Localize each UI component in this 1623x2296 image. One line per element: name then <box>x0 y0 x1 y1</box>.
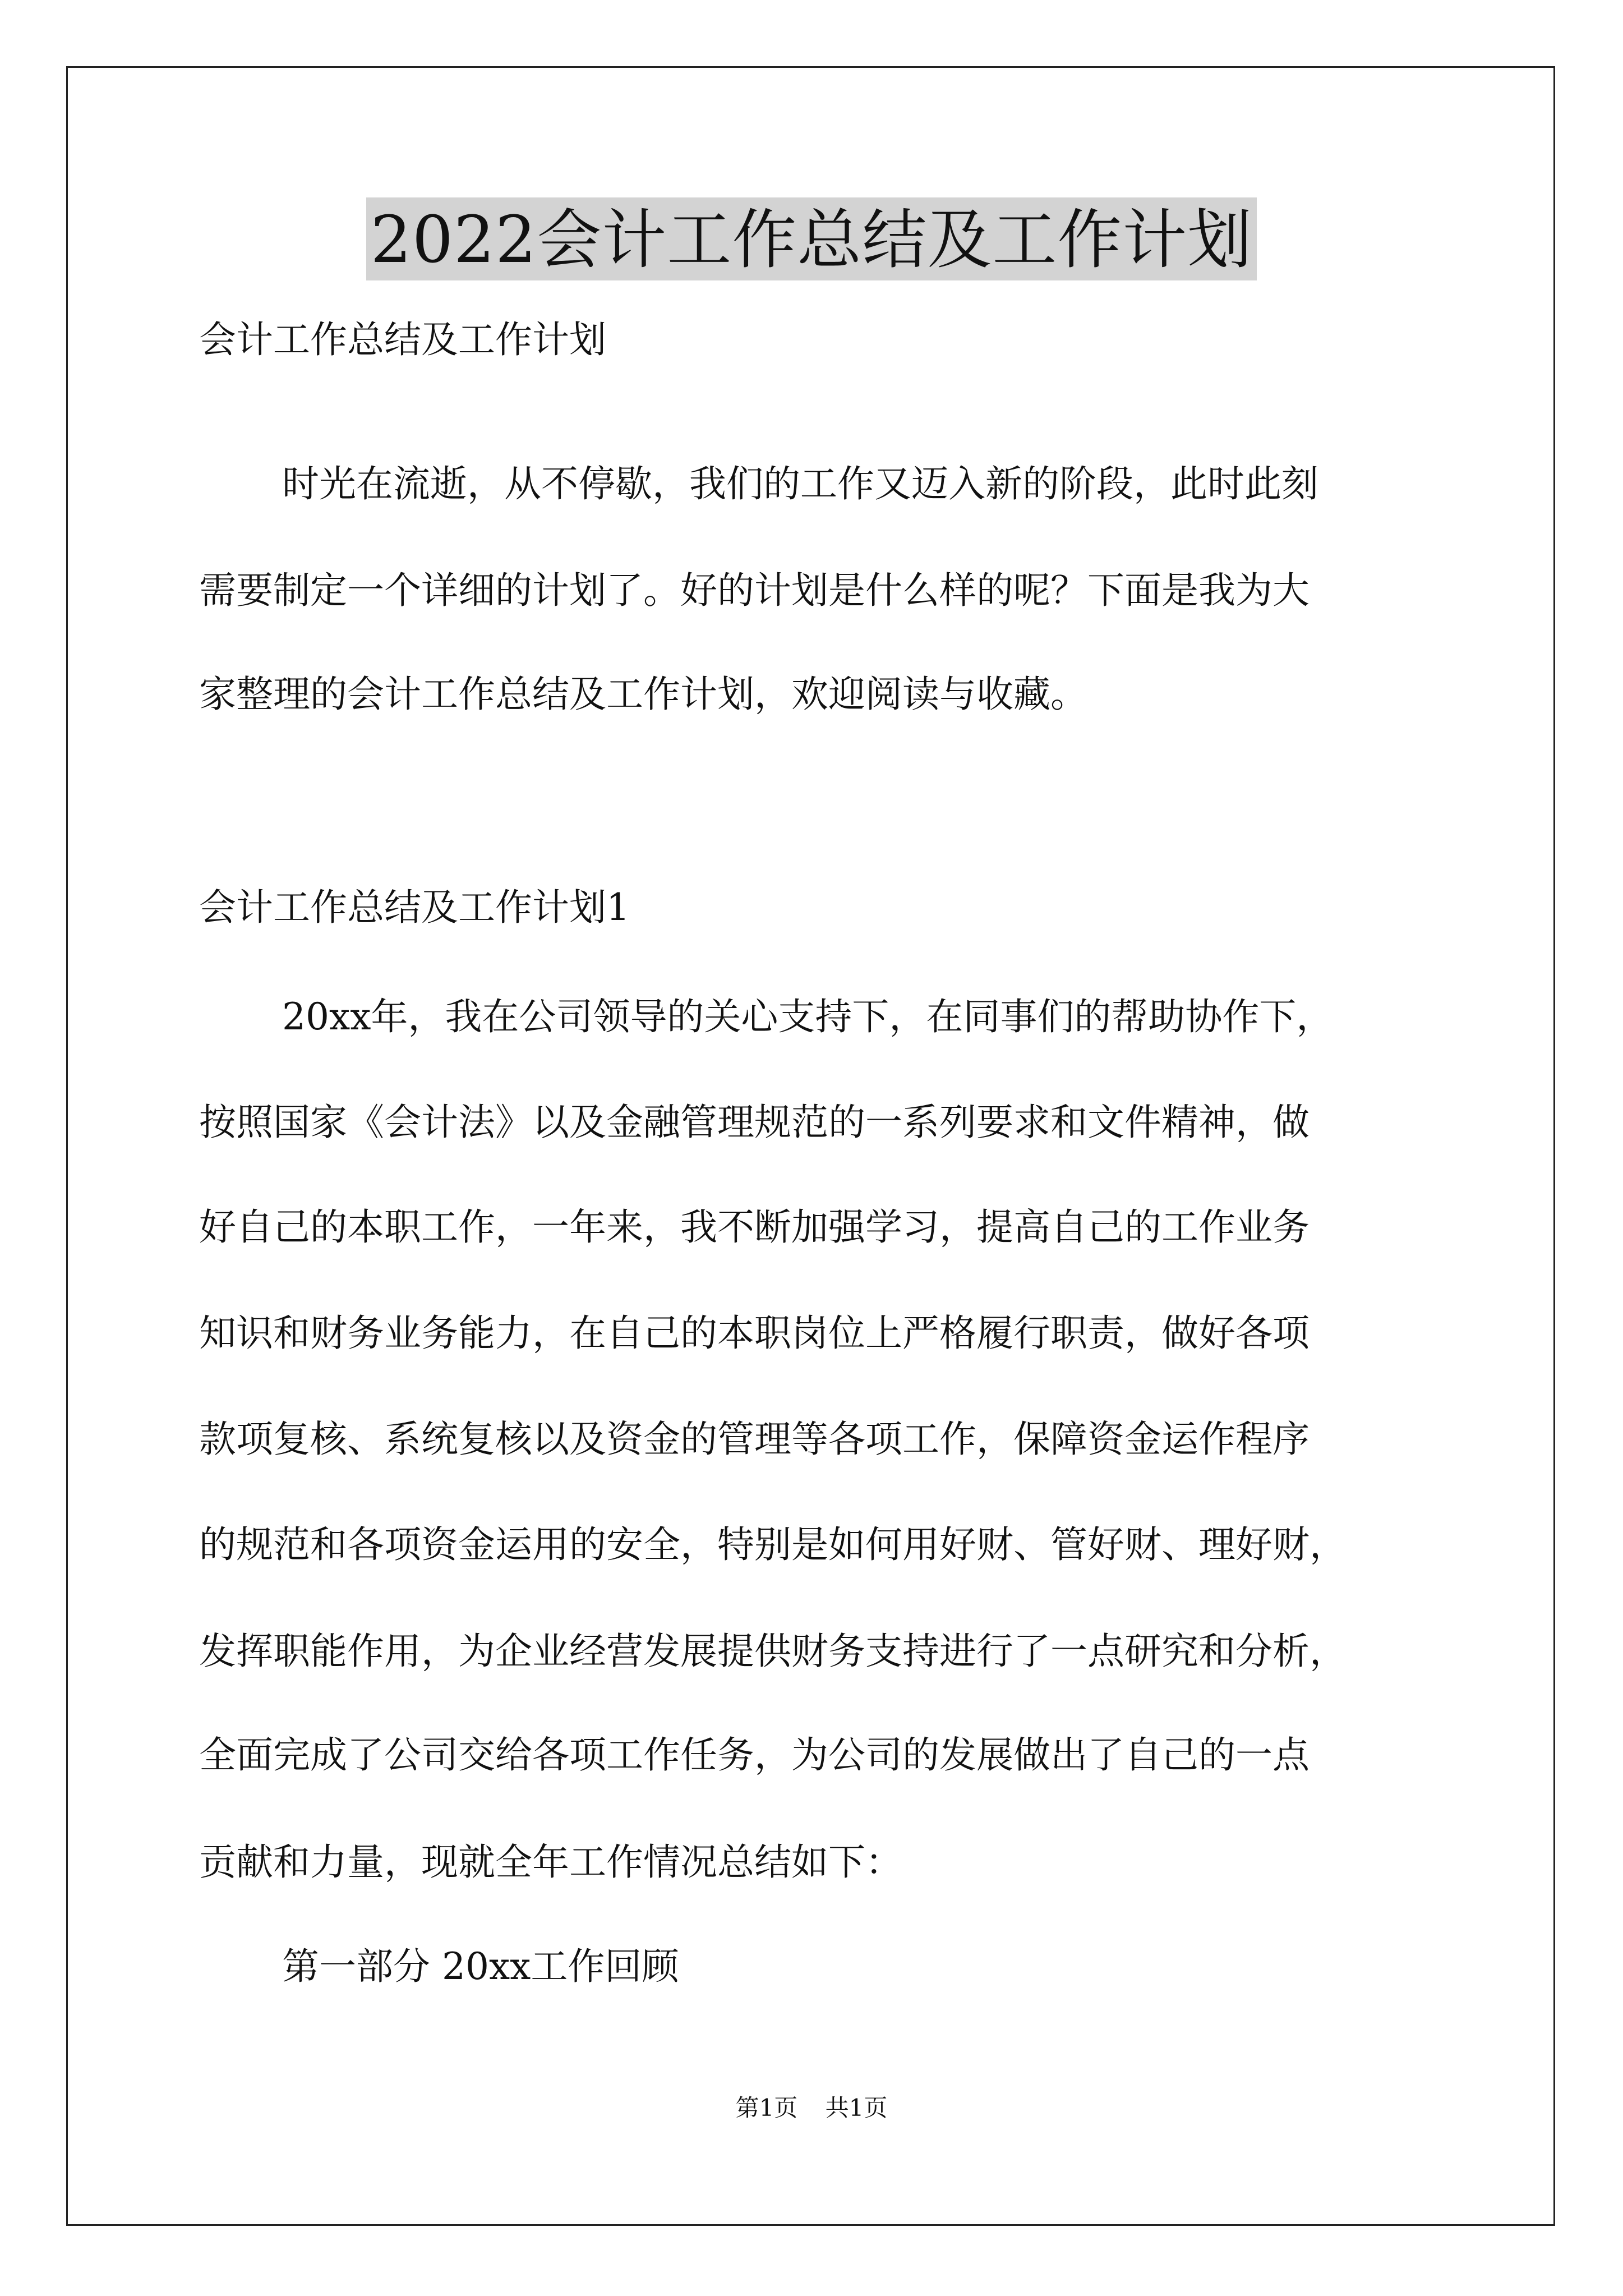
page-total: 共1页 <box>825 2094 888 2122</box>
page-border <box>66 66 1555 2226</box>
document-title: 2022会计工作总结及工作计划 <box>366 197 1257 280</box>
title-container <box>0 197 1623 280</box>
document-subtitle: 会计工作总结及工作计划 <box>199 318 606 361</box>
body-line: 好自己的本职工作，一年来，我不断加强学习，提高自己的工作业务 <box>199 1205 1310 1249</box>
part-heading: 第一部分 20xx工作回顾 <box>282 1945 679 1988</box>
body-line: 按照国家《会计法》以及金融管理规范的一系列要求和文件精神，做 <box>199 1101 1310 1144</box>
body-line: 发挥职能作用，为企业经营发展提供财务支持进行了一点研究和分析， <box>199 1630 1347 1673</box>
page-footer <box>0 2090 1623 2123</box>
body-line: 全面完成了公司交给各项工作任务，为公司的发展做出了自己的一点 <box>199 1733 1310 1777</box>
intro-line: 家整理的会计工作总结及工作计划，欢迎阅读与收藏。 <box>199 673 1087 716</box>
body-line: 知识和财务业务能力，在自己的本职岗位上严格履行职责，做好各项 <box>199 1312 1310 1355</box>
intro-line: 时光在流逝，从不停歇，我们的工作又迈入新的阶段，此时此刻 <box>282 462 1318 505</box>
body-line: 20xx年，我在公司领导的关心支持下，在同事们的帮助协作下， <box>282 995 1334 1038</box>
body-line: 贡献和力量，现就全年工作情况总结如下： <box>199 1841 902 1884</box>
body-line: 款项复核、系统复核以及资金的管理等各项工作，保障资金运作程序 <box>199 1418 1310 1461</box>
section-heading: 会计工作总结及工作计划1 <box>199 886 630 929</box>
page-current: 第1页 <box>735 2094 798 2122</box>
body-line: 的规范和各项资金运用的安全，特别是如何用好财、管好财、理好财， <box>199 1523 1347 1566</box>
intro-line: 需要制定一个详细的计划了。好的计划是什么样的呢？下面是我为大 <box>199 569 1310 612</box>
